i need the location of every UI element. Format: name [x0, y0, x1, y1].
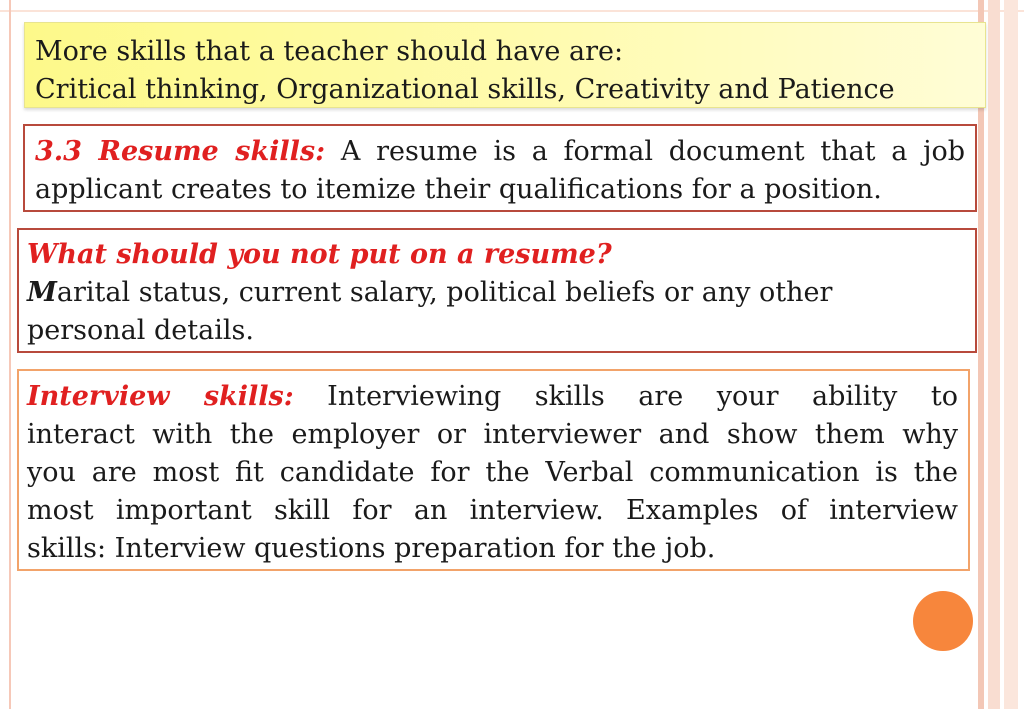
orange-circle-decoration — [913, 591, 973, 651]
slide-stripe-right — [988, 0, 1000, 709]
resume-exclusions-question: What should you not put on a resume? — [27, 239, 612, 270]
teacher-skills-intro: More skills that a teacher should have are: — [35, 36, 624, 67]
resume-exclusions-dropcap: M — [27, 277, 57, 308]
teacher-skills-box — [24, 22, 986, 108]
interview-definition-start: Interviewing skills are your ability to — [327, 381, 958, 412]
slide-frame-top — [0, 10, 1024, 12]
interview-skills-line — [27, 378, 958, 416]
interview-text-line: interact with the employer or interviewer and show them why — [27, 419, 958, 450]
interview-text-line: skills: Interview questions preparation for the job. — [27, 533, 716, 564]
slide-frame-left — [9, 0, 11, 709]
resume-skills-label: 3.3 Resume skills: — [35, 136, 326, 167]
slide-stripe-right — [1004, 0, 1018, 709]
interview-text-line: most important skill for an interview. Examples of interview — [27, 495, 958, 526]
resume-exclusions-box — [17, 228, 977, 353]
resume-skills-box — [23, 124, 977, 212]
interview-text-line: you are most fit candidate for the Verbal communication is the — [27, 457, 958, 488]
interview-skills-box — [17, 369, 970, 571]
resume-definition-end: applicant creates to itemize their qualifications for a position. — [35, 174, 882, 205]
resume-exclusions-line — [27, 274, 967, 312]
resume-skills-line — [35, 133, 965, 171]
resume-exclusions-list: arital status, current salary, political beliefs or any other — [56, 277, 833, 308]
interview-skills-label: Interview skills: — [27, 381, 294, 412]
teacher-skills-list: Critical thinking, Organizational skills, Creativity and Patience — [35, 74, 895, 105]
resume-definition-start: A resume is a formal document that a job — [340, 136, 965, 167]
resume-exclusions-end: personal details. — [27, 315, 254, 346]
